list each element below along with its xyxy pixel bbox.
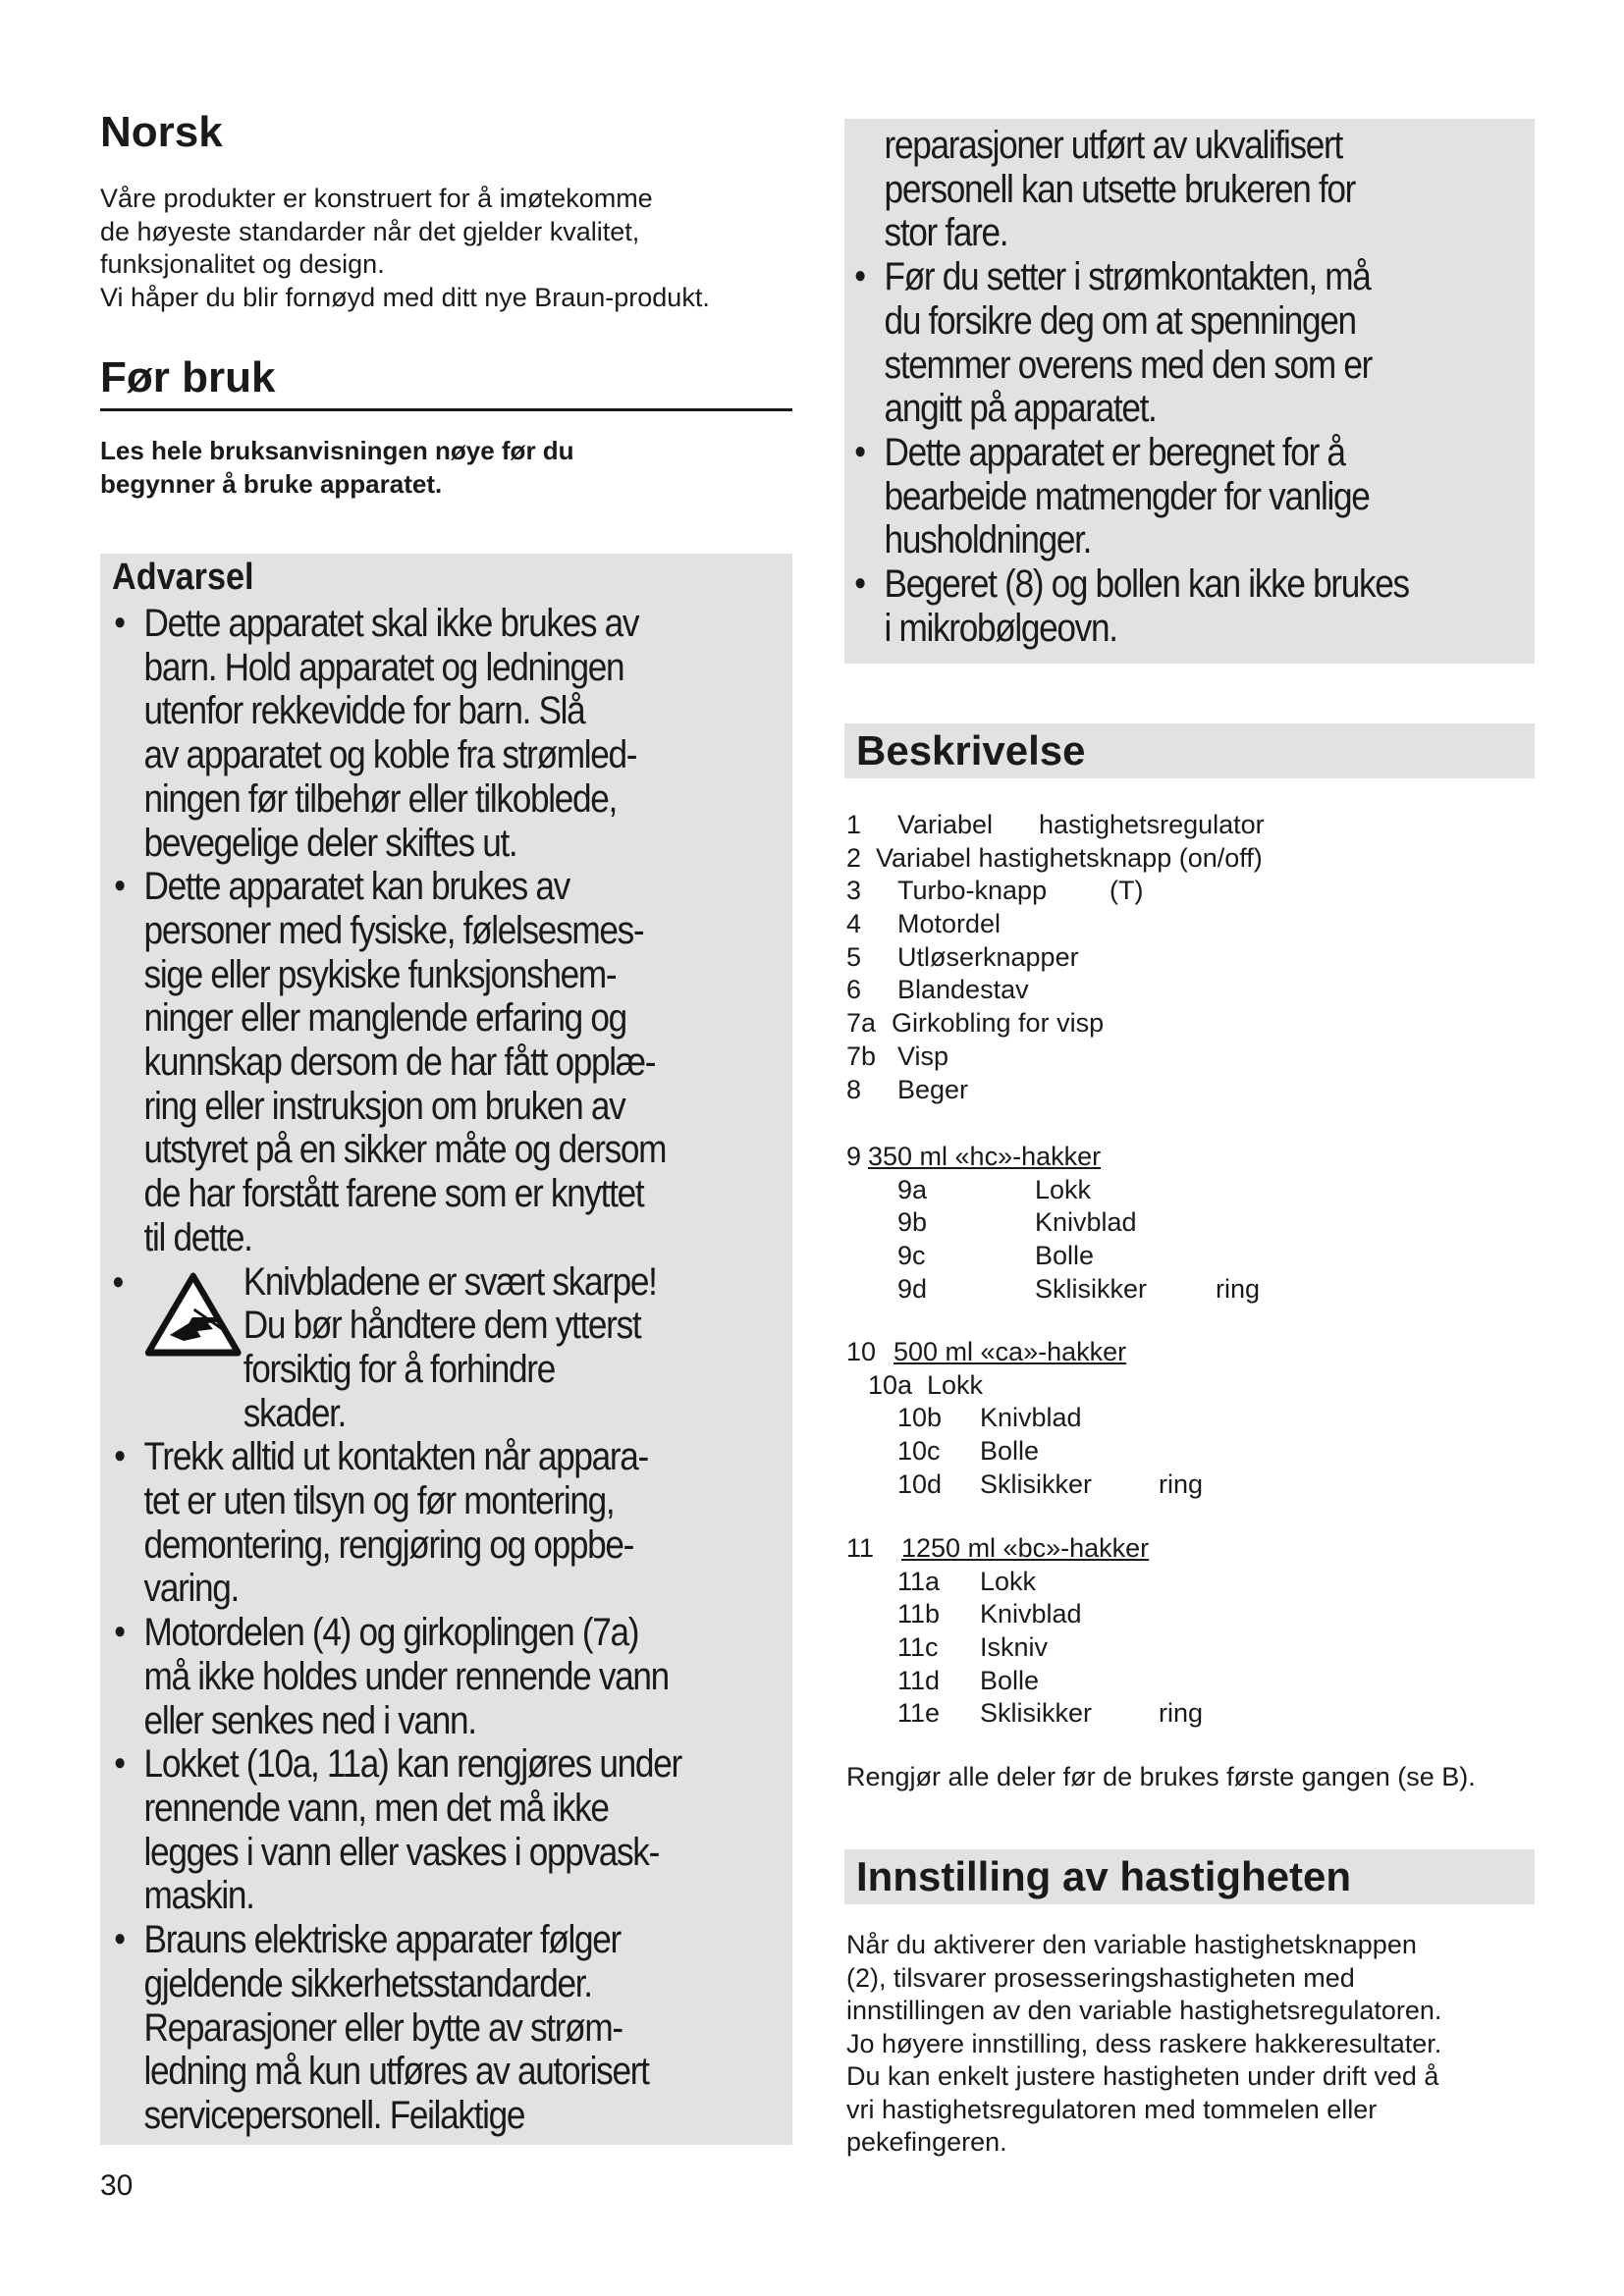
part-label: Utløserknapper: [897, 941, 1079, 972]
chopper-part: [846, 1566, 1534, 1599]
part-label: Bolle: [980, 1665, 1040, 1695]
language-heading: Norsk: [100, 108, 223, 156]
chopper-title: 350 ml «hc»-hakker: [868, 1142, 1102, 1171]
speed-line: Når du aktiverer den variable hastighetsknappen: [846, 1930, 1417, 1959]
part-label: Bolle: [980, 1436, 1040, 1467]
warning-continuation-list: [852, 124, 1525, 650]
chopper-part: [846, 1631, 1534, 1665]
warning-line: personer med fysiske, følelsesmes-: [143, 908, 644, 952]
part-number: 9d: [897, 1273, 928, 1304]
part-number: 10a: [868, 1369, 913, 1400]
part-number: 7b: [846, 1041, 877, 1071]
chopper-part: [846, 1665, 1534, 1698]
description-heading: Beskrivelse: [844, 723, 1535, 778]
chopper-part: [846, 1240, 1534, 1273]
part-item: [846, 941, 1534, 975]
warning-line: ● Trekk alltid ut kontakten når appara-: [143, 1435, 648, 1479]
warning-box: [100, 554, 792, 2145]
warning-item: [112, 1742, 762, 1918]
part-number: 3: [846, 876, 862, 906]
warning-line: ● Dette apparatet er beregnet for å: [884, 430, 1345, 474]
chopper-title-row: [846, 1141, 1534, 1174]
chopper-title: 1250 ml «bc»-hakker: [901, 1533, 1150, 1563]
warning-line: du forsikre deg om at spenningen: [884, 298, 1356, 343]
chopper-number: 11: [846, 1533, 875, 1563]
part-number: 10d: [897, 1468, 943, 1499]
chopper-part: [846, 1402, 1534, 1435]
part-number: 6: [846, 975, 862, 1005]
part-label: Knivblad: [980, 1403, 1082, 1433]
parts-list: [846, 809, 1534, 1106]
lead-line: Les hele bruksanvisningen nøye før du: [100, 436, 574, 465]
warning-line: ledning må kun utføres av autorisert: [143, 2050, 649, 2094]
warning-line: ● Begeret (8) og bollen kan ikke brukes: [884, 562, 1409, 607]
warning-item: [112, 865, 762, 1259]
warning-line: varing.: [143, 1567, 239, 1611]
warning-line: demontering, rengjøring og oppbe-: [143, 1522, 634, 1567]
warning-line: maskin.: [143, 1874, 254, 1918]
speed-line: Jo høyere innstilling, dess raskere hakkeresultater.: [846, 2028, 1442, 2058]
part-label: Iskniv: [980, 1632, 1049, 1663]
part-label: Variabel: [897, 810, 994, 839]
chopper-part: [846, 1468, 1534, 1502]
part-label: Sklisikker: [980, 1698, 1093, 1729]
warning-line: ● Lokket (10a, 11a) kan rengjøres under: [143, 1742, 681, 1787]
warning-line: ● Motordelen (4) og girkoplingen (7a): [143, 1611, 639, 1655]
chopper-part: [846, 1206, 1534, 1240]
chopper-number: 9: [846, 1142, 862, 1171]
part-label: Lokk: [927, 1369, 984, 1400]
chopper-title-row: [846, 1532, 1534, 1566]
part-number: 11d: [897, 1665, 941, 1695]
hand-cut-warning-icon: [144, 1270, 244, 1359]
chopper-part: [846, 1174, 1534, 1207]
sharp-blades-text: [244, 1260, 762, 1436]
part-label: Turbo-knapp: [897, 876, 1048, 906]
speed-line: innstillingen av den variable hastighetsregulatoren.: [846, 1996, 1442, 2025]
part-number: 11a: [897, 1566, 941, 1596]
part-number: 11e: [897, 1698, 941, 1729]
chopper-title: 500 ml «ca»-hakker: [893, 1337, 1127, 1366]
speed-paragraph: [846, 1929, 1534, 2160]
part-label: Blandestav: [897, 975, 1029, 1005]
warning-item-continued: [852, 124, 1525, 255]
part-number: 10c: [897, 1436, 941, 1467]
part-number: 8: [846, 1074, 862, 1104]
part-label: Variabel hastighetsknapp (on/off): [876, 842, 1263, 873]
warning-line: ● Før du setter i strømkontakten, må: [884, 255, 1371, 299]
warning-line: stor fare.: [884, 211, 1008, 255]
warning-item: [112, 1435, 762, 1611]
warning-line: husholdninger.: [884, 518, 1092, 562]
warning-line: barn. Hold apparatet og ledningen: [143, 645, 624, 689]
speed-line: Du kan enkelt justere hastigheten under drift ved å: [846, 2061, 1439, 2091]
warning-line: Du bør håndtere dem ytterst: [243, 1304, 641, 1348]
part-label: Lokk: [1035, 1174, 1092, 1204]
warning-line: i mikrobølgeovn.: [884, 606, 1117, 650]
part-number: 11c: [897, 1632, 939, 1663]
part-number: 5: [846, 941, 862, 972]
warning-line: gjeldende sikkerhetsstandarder.: [143, 1961, 592, 2005]
part-item: [846, 1041, 1534, 1074]
lead-line: begynner å bruke apparatet.: [100, 469, 443, 499]
part-label: Lokk: [980, 1566, 1037, 1596]
warning-line: bevegelige deler skiftes ut.: [143, 821, 517, 865]
speed-line: (2), tilsvarer prosesseringshastigheten med: [846, 1962, 1355, 1993]
warning-line: bearbeide matmengder for vanlige: [884, 474, 1370, 518]
chopper-10-list: [846, 1336, 1534, 1501]
part-number: 4: [846, 909, 862, 939]
warning-line: tet er uten tilsyn og før montering,: [143, 1479, 615, 1523]
chopper-11-list: [846, 1532, 1534, 1731]
speed-heading: Innstilling av hastigheten: [844, 1849, 1535, 1904]
warning-line: reparasjoner utført av ukvalifisert: [884, 124, 1342, 167]
warning-line: personell kan utsette brukeren for: [884, 167, 1356, 211]
warning-line: ningen før tilbehør eller tilkoblede,: [143, 776, 617, 821]
warning-line: Reparasjoner eller bytte av strøm-: [143, 2005, 623, 2050]
before-use-lead: [100, 434, 792, 501]
intro-line: funksjonalitet og design.: [100, 249, 385, 279]
intro-line: Våre produkter er konstruert for å imøtekomme: [100, 184, 653, 213]
part-number: 10b: [897, 1403, 943, 1433]
warning-line: utenfor rekkevidde for barn. Slå: [143, 689, 585, 733]
warning-line: sige eller psykiske funksjonshem-: [143, 952, 617, 996]
part-label: Sklisikker: [1035, 1273, 1148, 1304]
part-number: 9b: [897, 1207, 928, 1238]
part-number: 7a: [846, 1008, 877, 1039]
warning-line: må ikke holdes under rennende vann: [143, 1654, 669, 1698]
warning-list: [112, 602, 762, 2138]
intro-paragraph: [100, 183, 807, 314]
chopper-title-row: [846, 1336, 1534, 1369]
part-item: [846, 875, 1534, 908]
part-label: Bolle: [1035, 1241, 1095, 1271]
part-extra: ring: [1159, 1698, 1204, 1729]
part-item: [846, 1007, 1534, 1041]
part-number: 11b: [897, 1599, 941, 1629]
warning-line: eller senkes ned i vann.: [143, 1698, 476, 1742]
warning-line: skader.: [243, 1391, 347, 1435]
warning-line: servicepersonell. Feilaktige: [143, 2093, 525, 2137]
warning-item: [852, 562, 1525, 650]
warning-item: [852, 431, 1525, 562]
part-item: [846, 809, 1534, 842]
part-label: Knivblad: [980, 1599, 1082, 1629]
part-item: [846, 842, 1534, 876]
warning-item: [112, 602, 762, 865]
bullet-icon: ●: [112, 1267, 124, 1295]
part-label: Sklisikker: [980, 1468, 1093, 1499]
warning-line: ninger eller manglende erfaring og: [143, 996, 626, 1041]
before-use-heading: Før bruk: [100, 353, 792, 411]
warning-item: [112, 1611, 762, 1742]
warning-item-sharp-blades: [112, 1260, 762, 1436]
warning-line: de har forstått farene som er knyttet: [143, 1172, 644, 1216]
warning-line: legges i vann eller vaskes i oppvask-: [143, 1830, 659, 1874]
part-label: Motordel: [897, 909, 1001, 939]
part-item: [846, 908, 1534, 941]
warning-line: utstyret på en sikker måte og dersom: [143, 1128, 667, 1172]
chopper-number: 10: [846, 1337, 877, 1366]
warning-title: Advarsel: [112, 557, 254, 598]
part-label: Girkobling for visp: [892, 1008, 1105, 1039]
part-label: Visp: [897, 1041, 949, 1071]
warning-line: av apparatet og koble fra strømled-: [143, 733, 637, 777]
page-number: 30: [100, 2169, 134, 2202]
part-item: [846, 974, 1534, 1007]
part-extra: ring: [1216, 1273, 1261, 1304]
speed-line: vri hastighetsregulatoren med tommelen eller: [846, 2094, 1378, 2124]
chopper-9-list: [846, 1141, 1534, 1306]
part-extra: ring: [1159, 1468, 1204, 1499]
warning-line: ● Dette apparatet skal ikke brukes av: [143, 602, 639, 645]
warning-item: [852, 255, 1525, 431]
part-extra: (T): [1110, 876, 1144, 906]
warning-continuation-box: [844, 119, 1535, 664]
warning-line: Knivbladene er svært skarpe!: [243, 1259, 657, 1304]
part-number: 1: [846, 810, 862, 839]
warning-line: angitt på apparatet.: [884, 387, 1157, 431]
warning-line: til dette.: [143, 1215, 252, 1259]
part-number: 2: [846, 842, 862, 873]
warning-item: [112, 1918, 762, 2138]
warning-line: ● Brauns elektriske apparater følger: [143, 1918, 621, 1962]
chopper-part: [846, 1369, 1534, 1403]
warning-line: rennende vann, men det må ikke: [143, 1786, 609, 1830]
warning-line: stemmer overens med den som er: [884, 343, 1372, 387]
part-label: Beger: [897, 1074, 969, 1104]
part-extra: hastighetsregulator: [1039, 810, 1265, 839]
warning-line: forsiktig for å forhindre: [243, 1347, 555, 1391]
warning-line: ● Dette apparatet kan brukes av: [143, 865, 569, 909]
intro-line: de høyeste standarder når det gjelder kvalitet,: [100, 216, 640, 246]
warning-line: kunnskap dersom de har fått opplæ-: [143, 1041, 656, 1085]
part-number: 9a: [897, 1174, 928, 1204]
chopper-part: [846, 1435, 1534, 1468]
intro-line: Vi håper du blir fornøyd med ditt nye Braun-produkt.: [100, 282, 710, 312]
warning-line: ring eller instruksjon om bruken av: [143, 1084, 625, 1128]
chopper-part: [846, 1697, 1534, 1731]
part-label: Knivblad: [1035, 1207, 1137, 1238]
part-item: [846, 1074, 1534, 1107]
chopper-part: [846, 1598, 1534, 1631]
part-number: 9c: [897, 1241, 926, 1271]
cleaning-note: Rengjør alle deler før de brukes første gangen (se B).: [846, 1762, 1476, 1791]
speed-line: pekefingeren.: [846, 2127, 1007, 2157]
chopper-part: [846, 1273, 1534, 1307]
